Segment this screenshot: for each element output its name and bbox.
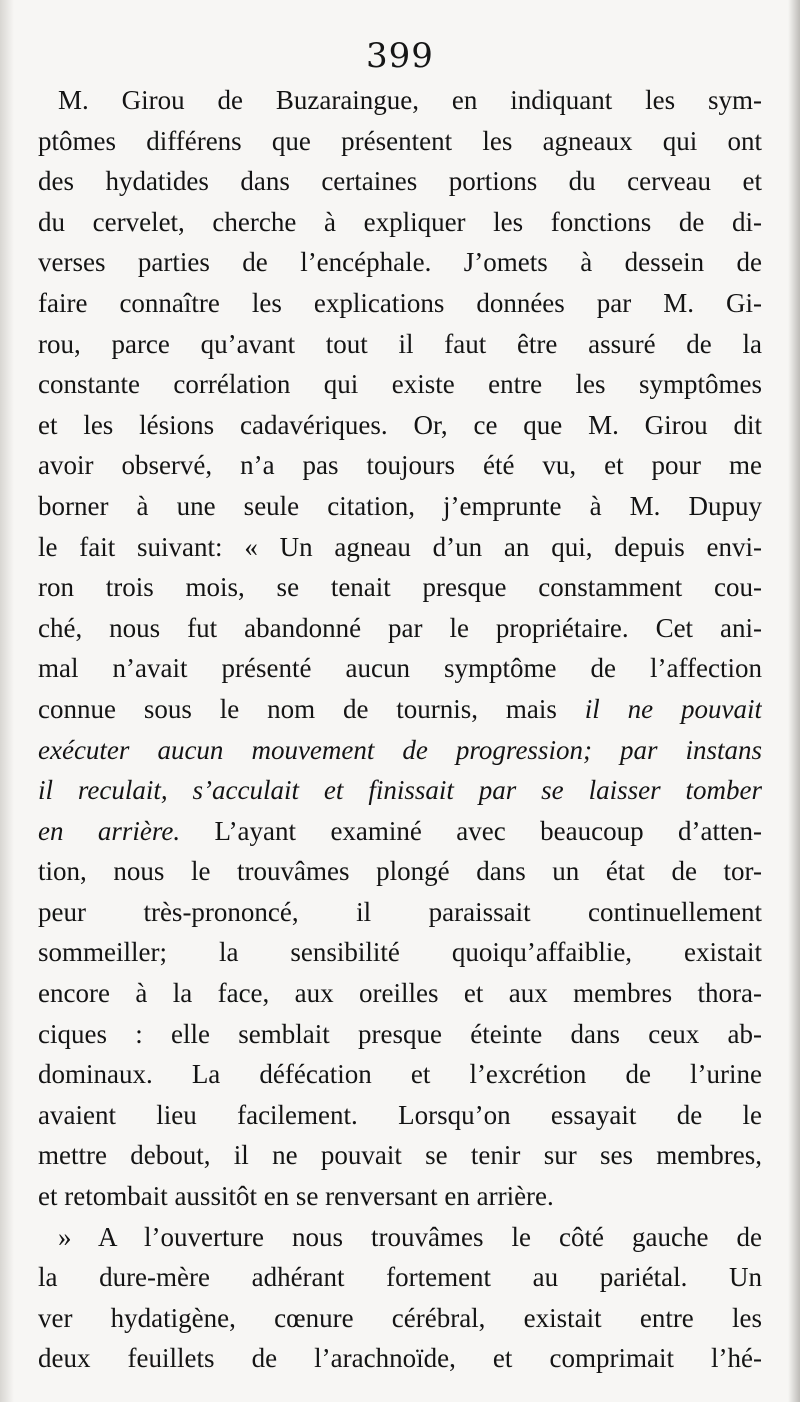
text-segment: deux feuillets de l’arachnoïde, et comprimait l’hé- — [38, 1343, 762, 1374]
text-line — [38, 364, 762, 405]
text-segment: connue sous le nom de tournis, mais — [38, 693, 585, 724]
text-line — [38, 1217, 762, 1258]
text-segment: ché, nous fut abandonné par le propriétaire. Cet ani- — [38, 612, 762, 643]
text-segment: et retombait aussitôt en se renversant en arrière. — [38, 1181, 554, 1212]
text-segment: mal n’avait présenté aucun symptôme de l’affection — [38, 653, 762, 684]
italic-text: il reculait, s’acculait et finissait par se laisser tomber — [38, 775, 762, 806]
text-line — [38, 283, 762, 324]
text-line — [38, 80, 762, 121]
text-line — [38, 851, 762, 892]
text-segment: le fait suivant: « Un agneau d’un an qui, depuis envi- — [38, 531, 762, 562]
page-number: 399 — [366, 36, 434, 76]
text-line — [38, 932, 762, 973]
text-line — [38, 1135, 762, 1176]
text-segment: verses parties de l’encéphale. J’omets à dessein de — [38, 247, 762, 278]
text-segment: ciques : elle semblait presque éteinte dans ceux ab- — [38, 1018, 762, 1049]
text-line — [38, 1014, 762, 1055]
text-line — [38, 973, 762, 1014]
text-segment: tion, nous le trouvâmes plongé dans un état de tor- — [38, 856, 762, 887]
text-segment: constante corrélation qui existe entre les symptômes — [38, 369, 762, 400]
text-segment: la dure-mère adhérant fortement au pariétal. Un — [38, 1262, 762, 1293]
text-line — [38, 811, 762, 852]
text-line — [38, 1095, 762, 1136]
text-segment: sommeiller; la sensibilité quoiqu’affaiblie, existait — [38, 937, 762, 968]
text-segment: L’ayant examiné avec beaucoup d’atten- — [180, 815, 762, 846]
text-line — [38, 527, 762, 568]
text-segment: et les lésions cadavériques. Or, ce que M. Girou dit — [38, 409, 762, 440]
text-segment: M. Girou de Buzaraingue, en indiquant les sym- — [58, 85, 762, 115]
text-line — [38, 567, 762, 608]
text-line — [38, 1257, 762, 1298]
text-line — [38, 1176, 762, 1217]
text-line — [38, 1338, 762, 1379]
text-segment: » A l’ouverture nous trouvâmes le côté gauche de — [58, 1221, 762, 1252]
italic-text: il ne pouvait — [584, 693, 762, 724]
text-segment: peur très-prononcé, il paraissait continuellement — [38, 896, 762, 927]
text-segment: rou, parce qu’avant tout il faut être assuré de la — [38, 328, 762, 359]
text-line — [38, 202, 762, 243]
text-line — [38, 648, 762, 689]
page-edge-left — [0, 0, 14, 1402]
text-line — [38, 689, 762, 730]
text-line — [38, 1054, 762, 1095]
text-line — [38, 730, 762, 771]
italic-text: exécuter aucun mouvement de progression; par instans — [38, 734, 762, 765]
text-line — [38, 405, 762, 446]
text-segment: avaient lieu facilement. Lorsqu’on essayait de le — [38, 1099, 762, 1130]
text-line — [38, 121, 762, 162]
text-line — [38, 445, 762, 486]
text-segment: ron trois mois, se tenait presque constamment cou- — [38, 572, 762, 603]
text-segment: du cervelet, cherche à expliquer les fonctions de di- — [38, 206, 762, 237]
text-line — [38, 486, 762, 527]
text-segment: encore à la face, aux oreilles et aux membres thora- — [38, 978, 762, 1009]
text-line — [38, 892, 762, 933]
italic-text: en arrière. — [38, 815, 181, 846]
text-segment: mettre debout, il ne pouvait se tenir sur ses membres, — [38, 1140, 762, 1171]
text-segment: des hydatides dans certaines portions du cerveau et — [38, 166, 762, 197]
text-segment: avoir observé, n’a pas toujours été vu, et pour me — [38, 450, 762, 481]
text-line — [38, 1298, 762, 1339]
text-line — [38, 161, 762, 202]
text-line — [38, 608, 762, 649]
page-edge-right — [788, 0, 800, 1402]
text-segment: borner à une seule citation, j’emprunte à M. Dupuy — [38, 490, 762, 521]
text-segment: ptômes différens que présentent les agneaux qui ont — [38, 125, 762, 156]
text-line — [38, 770, 762, 811]
text-line — [38, 242, 762, 283]
body-text — [38, 80, 762, 1379]
text-segment: ver hydatigène, cœnure cérébral, existait entre les — [38, 1302, 762, 1333]
text-segment: dominaux. La défécation et l’excrétion de l’urine — [38, 1059, 762, 1090]
text-line — [38, 324, 762, 365]
text-segment: faire connaître les explications données par M. Gi- — [38, 287, 762, 318]
